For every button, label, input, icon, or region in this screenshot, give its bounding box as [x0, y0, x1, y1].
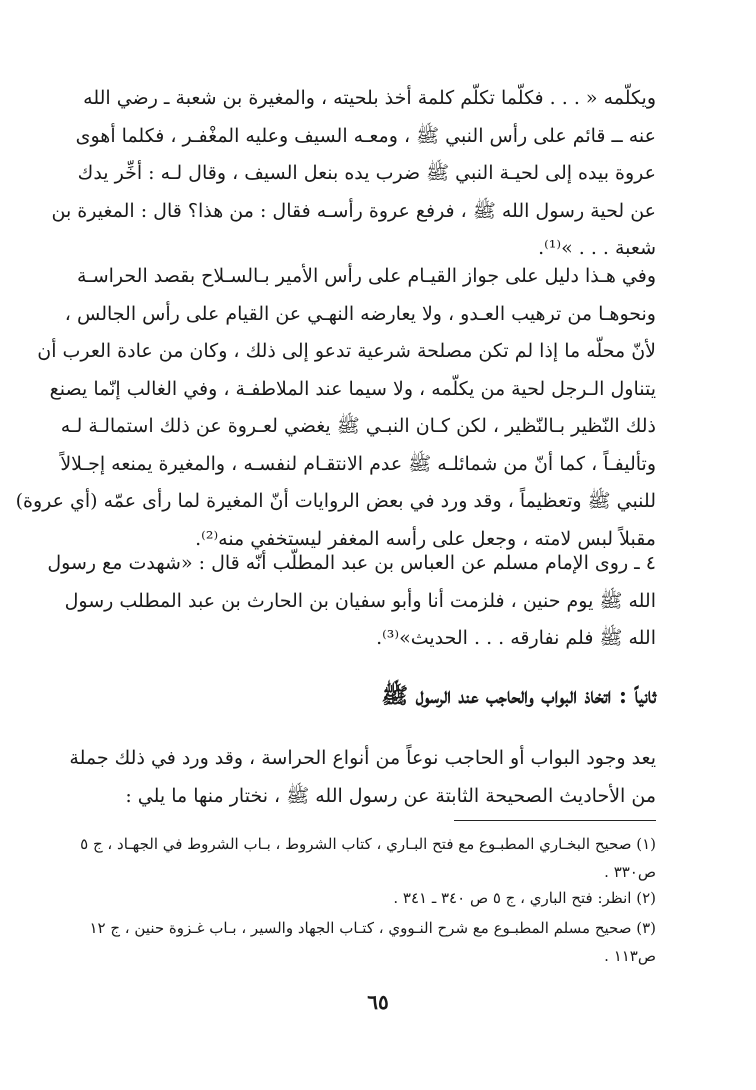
footnote-divider	[454, 820, 656, 821]
text-line: الله ﷺ فلم نفارقه . . . الحديث»⁽³⁾.	[376, 627, 656, 649]
text-line: مقبلاً لبس لامته ، وجعل على رأسه المغفر ليستخفي منه⁽²⁾.	[195, 527, 656, 550]
text-line: ٤ ـ روى الإمام مسلم عن العباس بن عبد المطلّب أنّه قال : «شهدت مع رسول	[47, 552, 656, 574]
text-line: يتناول الـرجل لحية من يكلّمه ، ولا سيما عند الملاطفـة ، وفي الغالب إنّما يصنع	[49, 377, 656, 400]
text-line: عنه ــ قائم على رأس النبي ﷺ ، ومعـه السيف وعليه المغْفـر ، فكلما أهوى	[75, 124, 656, 147]
text-line: وتأليفـاً ، كما أنّ من شمائلـه ﷺ عدم الانتقـام لنفسـه ، والمغيرة يمنعه إجـلالاً	[60, 452, 656, 475]
footnote-1	[80, 830, 656, 886]
paragraph-hadith-urwa	[51, 80, 656, 268]
footnote-line: (١) صحيح البخـاري المطبـوع مع فتح البـاري ، كتاب الشروط ، بـاب الشروط في الجهـاد ، ج ٥	[80, 835, 656, 853]
text-line: من الأحاديث الصحيحة الثابتة عن رسول الله ﷺ ، نختار منها ما يلي :	[125, 784, 656, 807]
paragraph-item-4	[47, 545, 656, 658]
text-line: لأنّ محلّه ما إذا لم تكن مصلحة شرعية تدعو إلى ذلك ، وكان من عادة العرب أن	[37, 340, 656, 362]
text-line: الله ﷺ يوم حنين ، فلزمت أنا وأبو سفيان بن الحارث بن عبد المطلب رسول	[64, 589, 656, 612]
section-heading: ثانياً : اتخاذ البواب والحاجب عند الرسول ﷺ	[381, 683, 656, 709]
text-line: يعد وجود البواب أو الحاجب نوعاً من أنواع الحراسة ، وقد ورد في ذلك جملة	[69, 747, 656, 769]
page-number: ٦٥	[367, 990, 389, 1014]
text-line: ونحوهـا من ترهيب العـدو ، ولا يعارضه النهـي عن القيام على رأس الجالس ،	[64, 302, 656, 325]
paragraph-commentary	[15, 258, 656, 558]
footnote-line: (٣) صحيح مسلم المطبـوع مع شرح النـووي ، كتـاب الجهاد والسير ، بـاب غـزوة حنين ، ج ١٢	[89, 919, 656, 937]
footnote-3	[89, 914, 656, 970]
footnote-2	[100, 884, 656, 912]
text-line: عن لحية رسول الله ﷺ ، فرفع عروة رأسـه فقال : من هذا؟ قال : المغيرة بن	[51, 199, 656, 222]
text-line: شعبة . . . »⁽¹⁾.	[538, 237, 656, 259]
text-line: ويكلّمه « . . . فكلّما تكلّم كلمة أخذ بلحيته ، والمغيرة بن شعبة ـ رضي الله	[83, 87, 656, 109]
text-line: ذلك النّظير بـالنّظير ، لكن كـان النبـي ﷺ يغضي لعـروة عن ذلك استمالـة لـه	[60, 415, 656, 437]
footnote-line: ص١١٣ .	[604, 947, 656, 965]
text-line: وفي هـذا دليل على جواز القيـام على رأس الأمير بـالسـلاح بقصد الحراسـة	[76, 265, 656, 287]
footnote-line: (٢) انظر: فتح الباري ، ج ٥ ص ٣٤٠ ـ ٣٤١ .	[393, 889, 656, 907]
footnote-line: ص٣٣٠ .	[604, 863, 656, 881]
paragraph-intro	[69, 740, 656, 815]
text-line: عروة بيده إلى لحيـة النبي ﷺ ضرب يده بنعل السيف ، وقال لـه : أخِّر يدك	[77, 162, 656, 184]
text-line: للنبي ﷺ وتعظيماً ، وقد ورد في بعض الروايات أنّ المغيرة لما رأى عمّه (أي عروة)	[15, 490, 656, 512]
